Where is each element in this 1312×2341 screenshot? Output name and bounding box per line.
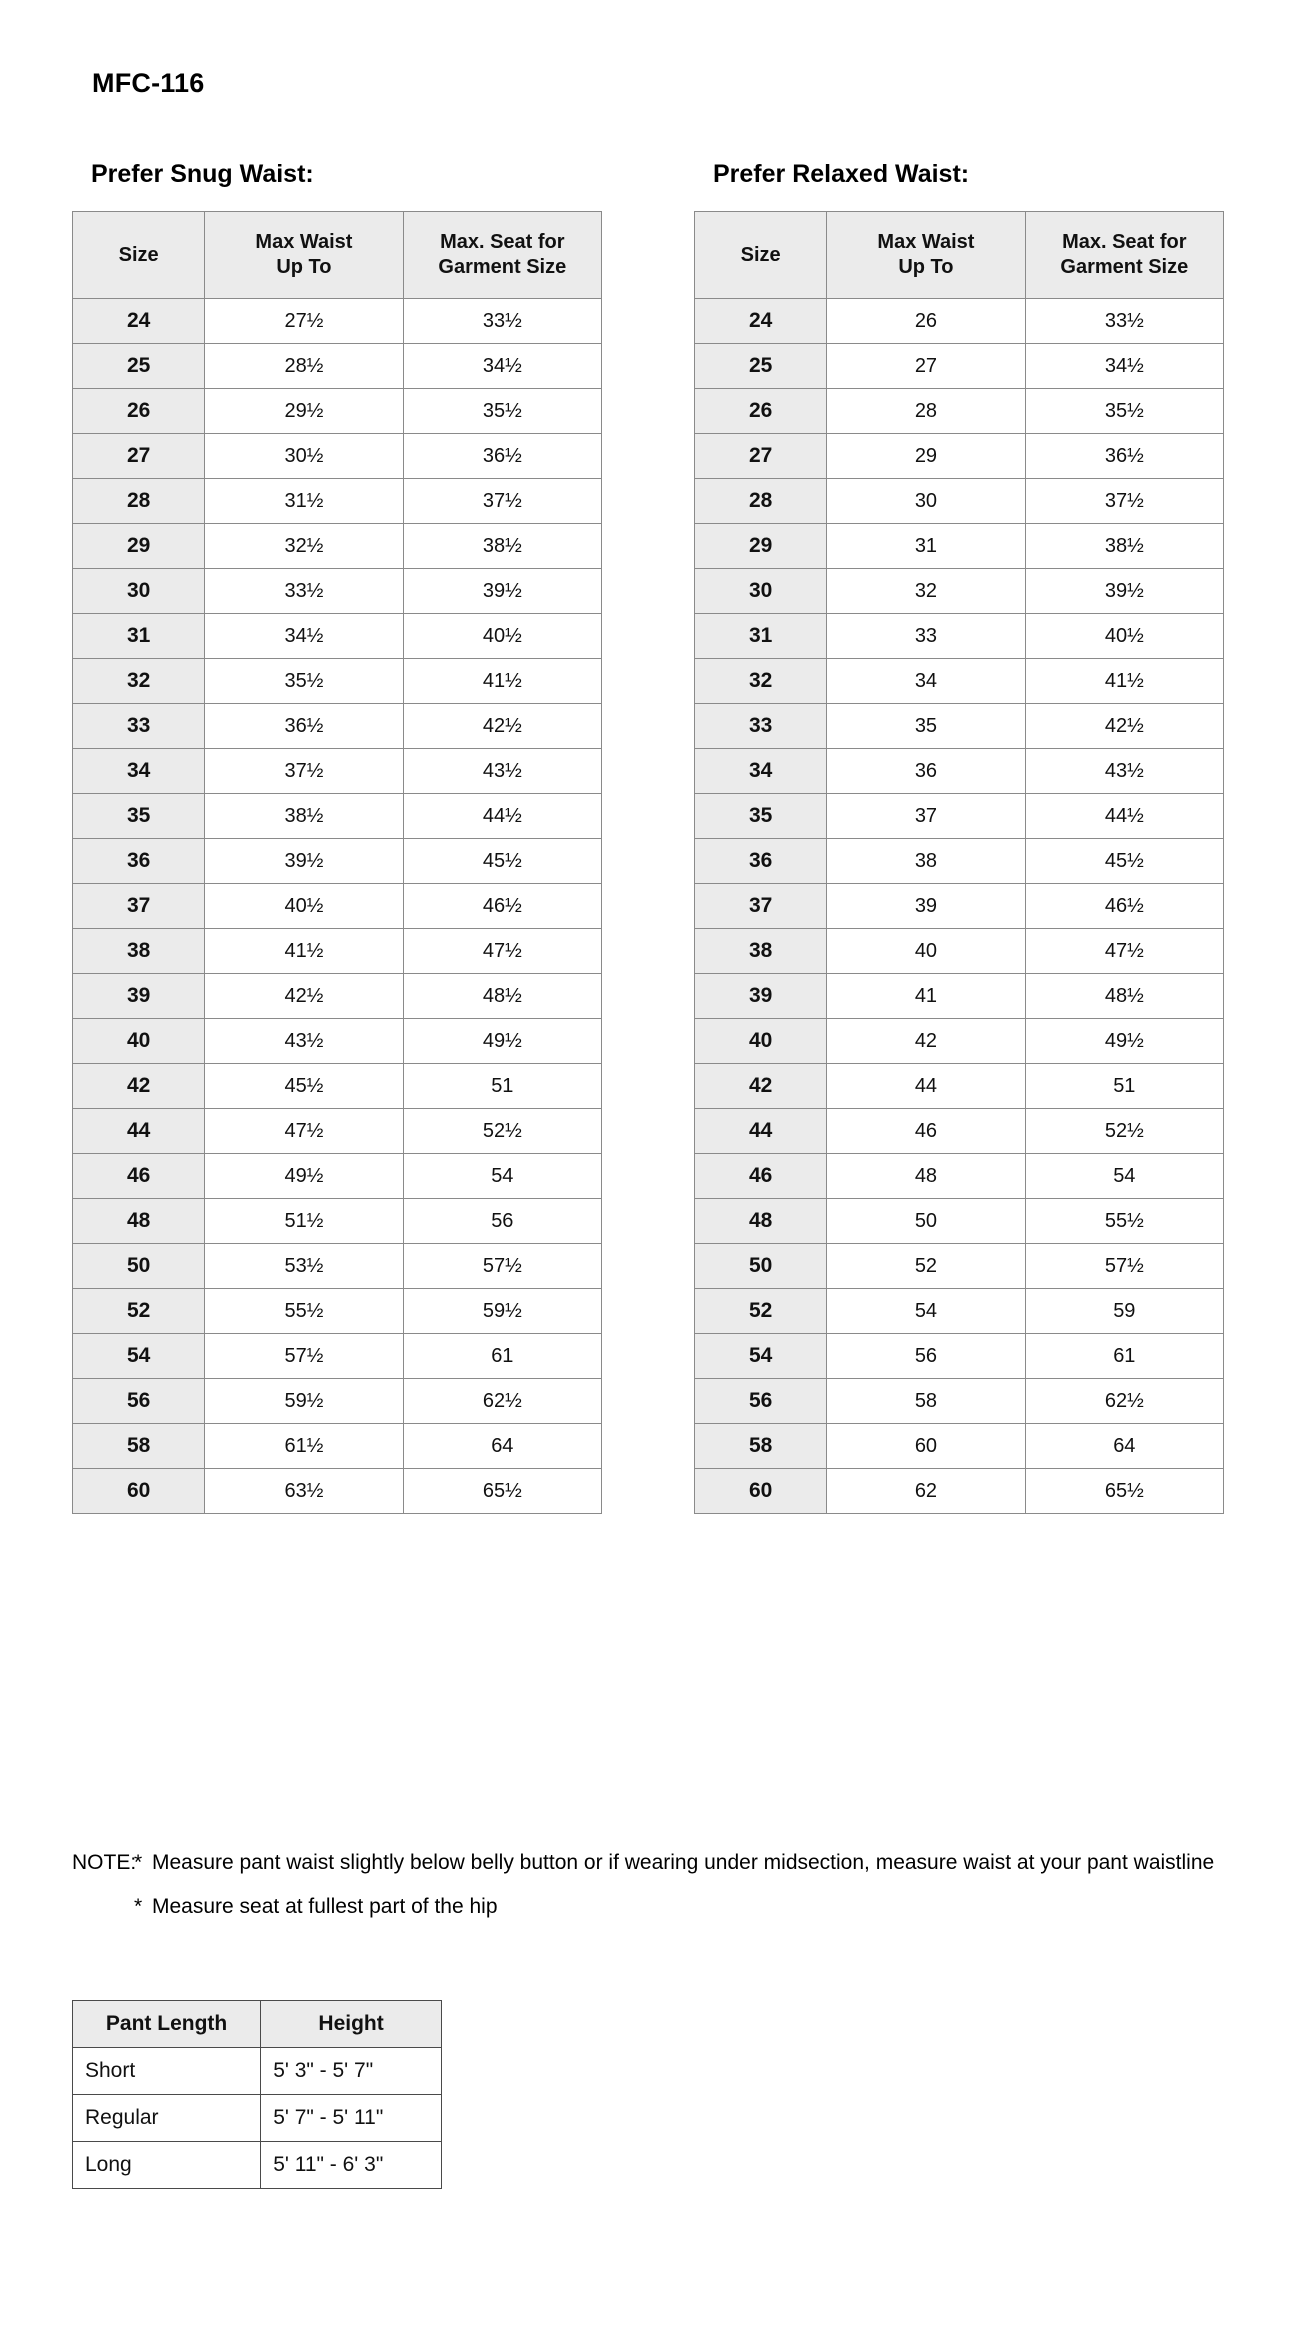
column-header-max-seat-line2: Garment Size [438, 256, 567, 278]
table-row [695, 659, 1224, 704]
table-row [695, 299, 1224, 344]
cell-max-seat: 57½ [403, 1244, 601, 1289]
table-row [73, 1154, 602, 1199]
cell-max-seat: 37½ [403, 479, 601, 524]
column-header-size-line1: Size [740, 243, 781, 266]
cell-max-seat: 38½ [1025, 524, 1223, 569]
cell-size: 52 [695, 1289, 827, 1334]
table-row [73, 1334, 602, 1379]
column-header-max-waist-line1: Max Waist [877, 231, 975, 253]
column-header-size [73, 212, 205, 299]
cell-max-waist: 31 [827, 524, 1025, 569]
column-header-max-waist-line1: Max Waist [255, 231, 353, 253]
cell-size: 54 [695, 1334, 827, 1379]
cell-max-seat: 41½ [403, 659, 601, 704]
cell-size: 58 [695, 1424, 827, 1469]
cell-max-seat: 57½ [1025, 1244, 1223, 1289]
cell-size: 48 [695, 1199, 827, 1244]
table-row [695, 974, 1224, 1019]
measurement-note [72, 1848, 1232, 1925]
cell-size: 30 [695, 569, 827, 614]
cell-size: 25 [73, 344, 205, 389]
cell-max-waist: 49½ [205, 1154, 403, 1199]
cell-size: 44 [695, 1109, 827, 1154]
cell-max-waist: 63½ [205, 1469, 403, 1514]
cell-max-seat: 38½ [403, 524, 601, 569]
cell-max-seat: 59½ [403, 1289, 601, 1334]
cell-max-seat: 64 [403, 1424, 601, 1469]
cell-max-waist: 34 [827, 659, 1025, 704]
relaxed-waist-table-body [695, 299, 1224, 1514]
cell-max-waist: 33 [827, 614, 1025, 659]
cell-size: 56 [73, 1379, 205, 1424]
cell-max-waist: 26 [827, 299, 1025, 344]
relaxed-waist-chart-title: Prefer Relaxed Waist: [713, 160, 970, 188]
snug-waist-size-table [72, 211, 602, 1514]
cell-max-waist: 40½ [205, 884, 403, 929]
cell-size: 32 [695, 659, 827, 704]
cell-max-waist: 30½ [205, 434, 403, 479]
table-row [73, 2048, 442, 2095]
table-row [695, 1424, 1224, 1469]
cell-max-waist: 35 [827, 704, 1025, 749]
column-header-pant-length: Pant Length [73, 2001, 261, 2048]
table-row [695, 1199, 1224, 1244]
cell-max-waist: 40 [827, 929, 1025, 974]
pant-length-chart-block [72, 2000, 442, 2189]
cell-max-seat: 45½ [403, 839, 601, 884]
cell-max-waist: 27 [827, 344, 1025, 389]
cell-max-waist: 35½ [205, 659, 403, 704]
cell-size: 24 [695, 299, 827, 344]
cell-max-waist: 50 [827, 1199, 1025, 1244]
cell-max-waist: 42 [827, 1019, 1025, 1064]
cell-max-waist: 54 [827, 1289, 1025, 1334]
cell-max-seat: 61 [1025, 1334, 1223, 1379]
table-row [695, 884, 1224, 929]
note-items [134, 1848, 1232, 1925]
cell-max-seat: 34½ [1025, 344, 1223, 389]
cell-max-waist: 41½ [205, 929, 403, 974]
cell-max-seat: 46½ [1025, 884, 1223, 929]
cell-max-waist: 33½ [205, 569, 403, 614]
table-row [73, 479, 602, 524]
cell-height: 5' 11" - 6' 3" [261, 2142, 442, 2189]
snug-waist-chart-block [72, 160, 602, 1514]
table-row [695, 524, 1224, 569]
cell-size: 40 [73, 1019, 205, 1064]
cell-size: 30 [73, 569, 205, 614]
cell-max-seat: 48½ [1025, 974, 1223, 1019]
cell-max-waist: 62 [827, 1469, 1025, 1514]
cell-pant-length: Long [73, 2142, 261, 2189]
table-row [695, 704, 1224, 749]
table-row [73, 2142, 442, 2189]
cell-max-seat: 37½ [1025, 479, 1223, 524]
table-row [73, 1424, 602, 1469]
cell-size: 31 [73, 614, 205, 659]
cell-size: 33 [73, 704, 205, 749]
cell-max-seat: 43½ [1025, 749, 1223, 794]
cell-max-seat: 33½ [403, 299, 601, 344]
table-row [73, 749, 602, 794]
table-row [73, 2095, 442, 2142]
table-row [73, 659, 602, 704]
cell-size: 38 [695, 929, 827, 974]
cell-max-waist: 34½ [205, 614, 403, 659]
cell-max-seat: 54 [403, 1154, 601, 1199]
table-header-row [73, 212, 602, 299]
cell-max-waist: 37 [827, 794, 1025, 839]
cell-max-seat: 34½ [403, 344, 601, 389]
table-row [73, 299, 602, 344]
cell-max-waist: 28½ [205, 344, 403, 389]
cell-max-seat: 48½ [403, 974, 601, 1019]
cell-size: 52 [73, 1289, 205, 1334]
cell-max-seat: 33½ [1025, 299, 1223, 344]
cell-size: 46 [73, 1154, 205, 1199]
cell-size: 34 [695, 749, 827, 794]
cell-max-waist: 42½ [205, 974, 403, 1019]
cell-max-seat: 64 [1025, 1424, 1223, 1469]
cell-max-waist: 29 [827, 434, 1025, 479]
cell-max-waist: 60 [827, 1424, 1025, 1469]
table-header-row [695, 212, 1224, 299]
table-row [73, 794, 602, 839]
table-row [73, 1379, 602, 1424]
cell-max-seat: 51 [403, 1064, 601, 1109]
cell-max-seat: 65½ [403, 1469, 601, 1514]
table-row [73, 929, 602, 974]
cell-size: 46 [695, 1154, 827, 1199]
cell-size: 37 [73, 884, 205, 929]
table-row [695, 1109, 1224, 1154]
cell-size: 33 [695, 704, 827, 749]
cell-max-seat: 52½ [403, 1109, 601, 1154]
cell-size: 35 [695, 794, 827, 839]
cell-max-waist: 28 [827, 389, 1025, 434]
table-row [73, 614, 602, 659]
column-header-max-waist [205, 212, 403, 299]
cell-max-waist: 52 [827, 1244, 1025, 1289]
column-header-size-line1: Size [118, 243, 159, 266]
cell-max-seat: 41½ [1025, 659, 1223, 704]
cell-pant-length: Short [73, 2048, 261, 2095]
cell-max-waist: 32 [827, 569, 1025, 614]
table-row [73, 704, 602, 749]
cell-max-seat: 62½ [403, 1379, 601, 1424]
cell-max-waist: 27½ [205, 299, 403, 344]
cell-max-waist: 57½ [205, 1334, 403, 1379]
cell-max-waist: 38½ [205, 794, 403, 839]
table-row [695, 794, 1224, 839]
cell-max-waist: 41 [827, 974, 1025, 1019]
pant-length-table [72, 2000, 442, 2189]
cell-max-waist: 51½ [205, 1199, 403, 1244]
column-header-max-seat [403, 212, 601, 299]
cell-max-seat: 35½ [1025, 389, 1223, 434]
cell-size: 50 [695, 1244, 827, 1289]
cell-pant-length: Regular [73, 2095, 261, 2142]
cell-size: 29 [695, 524, 827, 569]
cell-size: 42 [695, 1064, 827, 1109]
cell-max-seat: 56 [403, 1199, 601, 1244]
cell-max-seat: 55½ [1025, 1199, 1223, 1244]
cell-max-waist: 45½ [205, 1064, 403, 1109]
cell-max-seat: 52½ [1025, 1109, 1223, 1154]
column-header-max-seat-line1: Max. Seat for [440, 231, 565, 253]
cell-max-seat: 54 [1025, 1154, 1223, 1199]
cell-max-waist: 32½ [205, 524, 403, 569]
cell-max-waist: 38 [827, 839, 1025, 884]
table-row [73, 344, 602, 389]
table-row [73, 1469, 602, 1514]
cell-max-seat: 35½ [403, 389, 601, 434]
table-row [695, 1019, 1224, 1064]
note-label: NOTE: [72, 1851, 137, 1874]
cell-max-waist: 59½ [205, 1379, 403, 1424]
cell-max-seat: 49½ [403, 1019, 601, 1064]
cell-max-waist: 44 [827, 1064, 1025, 1109]
cell-size: 28 [695, 479, 827, 524]
cell-height: 5' 7" - 5' 11" [261, 2095, 442, 2142]
cell-max-seat: 59 [1025, 1289, 1223, 1334]
cell-max-waist: 30 [827, 479, 1025, 524]
table-row [695, 569, 1224, 614]
cell-max-seat: 61 [403, 1334, 601, 1379]
table-row [695, 749, 1224, 794]
cell-size: 36 [695, 839, 827, 884]
table-row [695, 1379, 1224, 1424]
length-table-header-row [73, 2001, 442, 2048]
table-row [695, 1244, 1224, 1289]
table-row [695, 1064, 1224, 1109]
cell-size: 26 [695, 389, 827, 434]
cell-size: 44 [73, 1109, 205, 1154]
note-text-1: Measure pant waist slightly below belly button or if wearing under midsection, measure waist at your pant waistline [152, 1851, 1215, 1874]
table-row [695, 479, 1224, 524]
table-row [695, 389, 1224, 434]
cell-max-seat: 44½ [403, 794, 601, 839]
cell-size: 29 [73, 524, 205, 569]
snug-waist-table-body [73, 299, 602, 1514]
table-row [73, 1019, 602, 1064]
cell-max-seat: 42½ [403, 704, 601, 749]
cell-size: 26 [73, 389, 205, 434]
column-header-size [695, 212, 827, 299]
table-row [73, 569, 602, 614]
cell-size: 35 [73, 794, 205, 839]
cell-max-seat: 39½ [1025, 569, 1223, 614]
document-code: MFC-116 [92, 68, 205, 98]
column-header-max-waist-line2: Up To [898, 256, 954, 278]
pant-length-table-body [73, 2048, 442, 2189]
size-charts-container [72, 160, 1252, 1514]
cell-max-seat: 40½ [403, 614, 601, 659]
cell-size: 58 [73, 1424, 205, 1469]
column-header-max-waist [827, 212, 1025, 299]
table-row [73, 839, 602, 884]
table-row [73, 389, 602, 434]
note-bullet-2: * [134, 1895, 143, 1919]
table-row [73, 1199, 602, 1244]
cell-size: 39 [695, 974, 827, 1019]
cell-size: 31 [695, 614, 827, 659]
cell-max-waist: 58 [827, 1379, 1025, 1424]
cell-size: 60 [695, 1469, 827, 1514]
cell-size: 39 [73, 974, 205, 1019]
column-header-height: Height [261, 2001, 442, 2048]
cell-max-waist: 61½ [205, 1424, 403, 1469]
cell-max-seat: 42½ [1025, 704, 1223, 749]
cell-max-waist: 53½ [205, 1244, 403, 1289]
cell-max-seat: 47½ [1025, 929, 1223, 974]
cell-max-waist: 55½ [205, 1289, 403, 1334]
table-row [695, 344, 1224, 389]
cell-size: 54 [73, 1334, 205, 1379]
table-row [695, 839, 1224, 884]
cell-max-seat: 39½ [403, 569, 601, 614]
cell-size: 28 [73, 479, 205, 524]
cell-size: 36 [73, 839, 205, 884]
cell-size: 50 [73, 1244, 205, 1289]
cell-max-seat: 49½ [1025, 1019, 1223, 1064]
cell-height: 5' 3" - 5' 7" [261, 2048, 442, 2095]
cell-max-waist: 31½ [205, 479, 403, 524]
cell-size: 60 [73, 1469, 205, 1514]
snug-waist-chart-title: Prefer Snug Waist: [91, 160, 314, 188]
cell-max-seat: 45½ [1025, 839, 1223, 884]
cell-max-waist: 48 [827, 1154, 1025, 1199]
table-row [73, 524, 602, 569]
cell-size: 40 [695, 1019, 827, 1064]
cell-max-seat: 46½ [403, 884, 601, 929]
column-header-max-seat [1025, 212, 1223, 299]
table-row [695, 614, 1224, 659]
table-row [695, 434, 1224, 479]
column-header-max-seat-line2: Garment Size [1060, 256, 1189, 278]
relaxed-waist-size-table [694, 211, 1224, 1514]
cell-size: 24 [73, 299, 205, 344]
table-row [73, 1064, 602, 1109]
cell-max-seat: 36½ [1025, 434, 1223, 479]
cell-size: 48 [73, 1199, 205, 1244]
cell-max-seat: 44½ [1025, 794, 1223, 839]
cell-size: 27 [695, 434, 827, 479]
cell-max-waist: 36 [827, 749, 1025, 794]
cell-max-seat: 47½ [403, 929, 601, 974]
column-header-max-waist-line2: Up To [276, 256, 332, 278]
cell-size: 56 [695, 1379, 827, 1424]
cell-max-waist: 39½ [205, 839, 403, 884]
table-row [73, 1244, 602, 1289]
cell-max-seat: 36½ [403, 434, 601, 479]
table-row [695, 1334, 1224, 1379]
table-row [695, 1154, 1224, 1199]
table-row [73, 434, 602, 479]
cell-max-seat: 43½ [403, 749, 601, 794]
cell-size: 32 [73, 659, 205, 704]
cell-size: 37 [695, 884, 827, 929]
cell-max-waist: 39 [827, 884, 1025, 929]
cell-max-seat: 40½ [1025, 614, 1223, 659]
table-row [695, 929, 1224, 974]
cell-max-waist: 43½ [205, 1019, 403, 1064]
cell-size: 38 [73, 929, 205, 974]
table-row [695, 1289, 1224, 1334]
table-row [73, 1289, 602, 1334]
cell-max-waist: 56 [827, 1334, 1025, 1379]
relaxed-waist-chart-block [694, 160, 1224, 1514]
cell-max-seat: 62½ [1025, 1379, 1223, 1424]
cell-max-waist: 47½ [205, 1109, 403, 1154]
cell-max-waist: 36½ [205, 704, 403, 749]
table-row [695, 1469, 1224, 1514]
column-header-max-seat-line1: Max. Seat for [1062, 231, 1187, 253]
cell-max-waist: 46 [827, 1109, 1025, 1154]
table-row [73, 884, 602, 929]
cell-max-waist: 37½ [205, 749, 403, 794]
note-bullet-1: * [134, 1851, 143, 1874]
cell-max-waist: 29½ [205, 389, 403, 434]
cell-max-seat: 65½ [1025, 1469, 1223, 1514]
table-row [73, 974, 602, 1019]
cell-size: 42 [73, 1064, 205, 1109]
cell-max-seat: 51 [1025, 1064, 1223, 1109]
cell-size: 27 [73, 434, 205, 479]
cell-size: 34 [73, 749, 205, 794]
table-row [73, 1109, 602, 1154]
note-text-2: Measure seat at fullest part of the hip [152, 1895, 498, 1919]
cell-size: 25 [695, 344, 827, 389]
